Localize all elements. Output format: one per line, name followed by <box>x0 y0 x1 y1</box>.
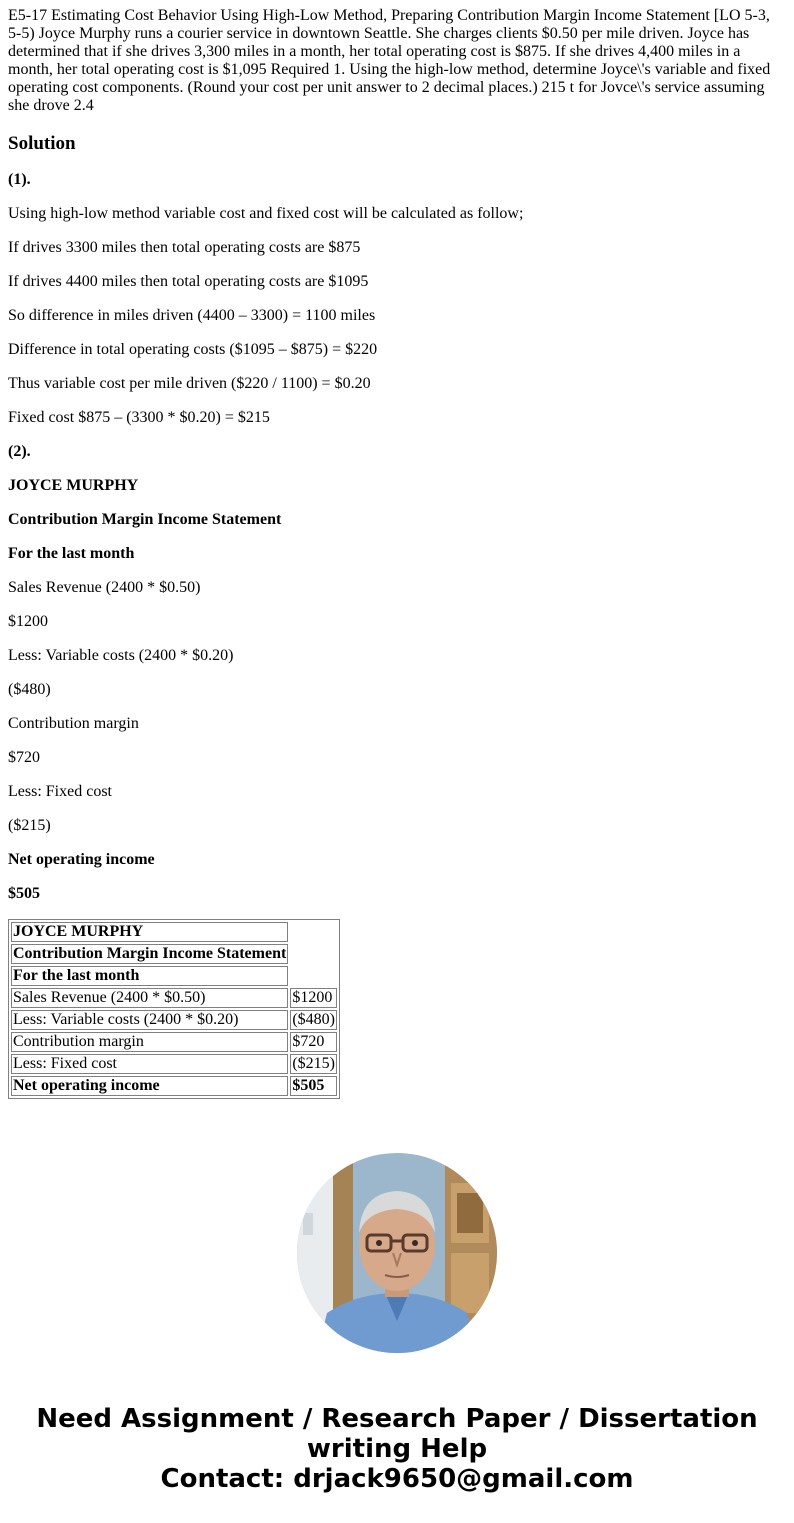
table-label-cell: Less: Variable costs (2400 * $0.20) <box>11 1010 288 1030</box>
promo-banner <box>0 1404 794 1494</box>
promo-contact: Contact: drjack9650@gmail.com <box>160 1464 634 1494</box>
contribution-margin-value: $720 <box>8 749 40 766</box>
statement-period: For the last month <box>8 545 135 562</box>
income-statement-table <box>8 919 340 1099</box>
table-value-cell: $1200 <box>290 988 337 1008</box>
fixed-cost-label: Less: Fixed cost <box>8 783 112 800</box>
table-value-cell: $720 <box>290 1032 337 1052</box>
table-company-cell: JOYCE MURPHY <box>11 922 288 942</box>
net-income-label: Net operating income <box>8 851 155 868</box>
sales-revenue-label: Sales Revenue (2400 * $0.50) <box>8 579 201 596</box>
table-row <box>11 944 337 964</box>
table-row <box>11 1076 337 1096</box>
table-row <box>11 966 337 986</box>
contribution-margin-label: Contribution margin <box>8 715 139 732</box>
table-value-cell: ($215) <box>292 1055 335 1072</box>
author-avatar <box>297 1153 497 1353</box>
part2-label: (2). <box>8 443 31 460</box>
table-row <box>11 1032 337 1052</box>
sales-revenue-value: $1200 <box>8 613 48 630</box>
net-income-value: $505 <box>8 885 40 902</box>
table-label-cell: Less: Fixed cost <box>11 1054 288 1074</box>
document-body <box>8 7 784 1099</box>
company-name: JOYCE MURPHY <box>8 477 139 494</box>
variable-costs-value: ($480) <box>8 681 51 698</box>
table-row <box>11 988 337 1008</box>
table-value-cell: $505 <box>290 1076 337 1096</box>
part1-diff-miles: So difference in miles driven (4400 – 3300) = 1100 miles <box>8 307 376 324</box>
table-label-cell: Contribution margin <box>11 1032 288 1052</box>
question-text: E5-17 Estimating Cost Behavior Using High-Low Method, Preparing Contribution Margin Income Statement [LO 5-3, 5-5) Joyce Murphy runs a courier service in downtown Seattle. She charges clients $0.50 per mile driven. Joyce has determined that if she drives 3,300 miles in a month, her total operating cost is $875. If she drives 4,400 miles in a month, her total operating cost is $1,095 Required 1. Using the high-low method, determine Joyce\'s variable and fixed operating cost components. (Round your cost per unit answer to 2 decimal places.) 215 t for Jovce\'s service assuming she drove 2.4 <box>8 7 771 114</box>
variable-costs-label: Less: Variable costs (2400 * $0.20) <box>8 647 234 664</box>
table-empty-cell <box>290 922 337 942</box>
table-empty-cell <box>290 944 337 964</box>
table-value-cell: ($480) <box>292 1011 335 1028</box>
statement-title: Contribution Margin Income Statement <box>8 511 282 528</box>
promo-line-1: Need Assignment / Research Paper / Dissertation <box>36 1404 758 1434</box>
part1-diff-costs: Difference in total operating costs ($1095 – $875) = $220 <box>8 341 378 358</box>
table-title-cell: Contribution Margin Income Statement <box>13 945 287 962</box>
table-label-cell: Sales Revenue (2400 * $0.50) <box>11 988 288 1008</box>
table-period-cell: For the last month <box>11 966 288 986</box>
table-row <box>11 1054 337 1074</box>
part1-intro: Using high-low method variable cost and fixed cost will be calculated as follow; <box>8 205 524 222</box>
solution-heading: Solution <box>8 133 76 154</box>
table-row <box>11 1010 337 1030</box>
fixed-cost-value: ($215) <box>8 817 51 834</box>
table-label-cell: Net operating income <box>11 1076 288 1096</box>
promo-line-2: writing Help <box>306 1434 488 1464</box>
part1-fixed-cost: Fixed cost $875 – (3300 * $0.20) = $215 <box>8 409 270 426</box>
part1-label: (1). <box>8 171 31 188</box>
avatar-portrait-icon <box>297 1153 497 1353</box>
table-empty-cell <box>290 966 337 986</box>
part1-high-point: If drives 3300 miles then total operating costs are $875 <box>8 239 361 256</box>
table-row <box>11 922 337 942</box>
part1-variable-cost: Thus variable cost per mile driven ($220 / 1100) = $0.20 <box>8 375 371 392</box>
part1-low-point: If drives 4400 miles then total operating costs are $1095 <box>8 273 369 290</box>
